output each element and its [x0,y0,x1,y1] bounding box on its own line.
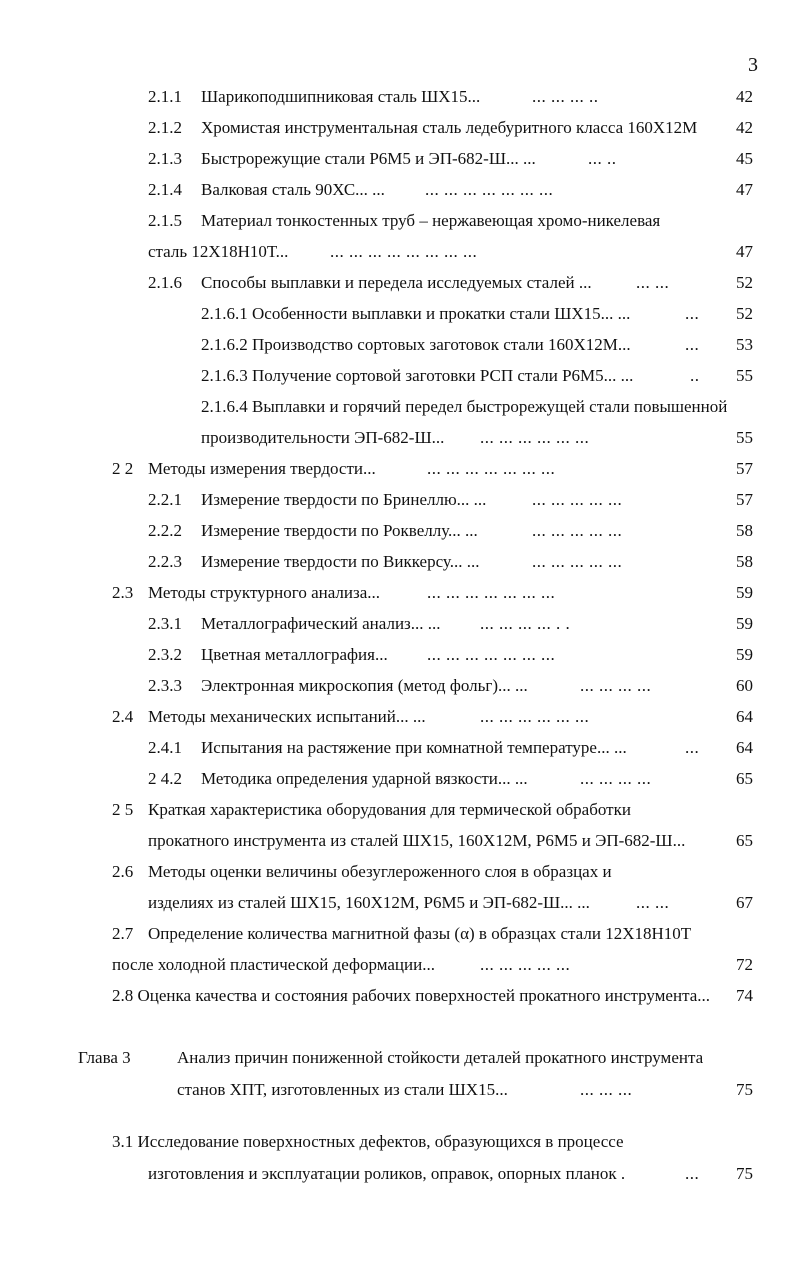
toc-entry-page: 64 [736,738,753,757]
toc-leader-dots: ... ... ... ... . . [480,614,571,633]
toc-entry-number: 2.3.3 [148,676,182,695]
toc-entry [0,395,753,419]
toc-entry-text: 2.8 Оценка качества и состояния рабочих поверхностей прокатного инструмента... [112,986,711,1005]
toc-entry [0,519,753,543]
toc-leader-dots: ... [685,335,700,354]
toc-leader-dots: ... ... ... ... [580,769,652,788]
toc-entry-text: Материал тонкостенных труб – нержавеющая хромо-никелевая [201,211,661,230]
toc-leader-dots: ... ... ... ... ... ... ... [425,180,554,199]
toc-entry-text: Измерение твердости по Роквеллу... ... [201,521,478,540]
toc-entry-number: 2 5 [112,800,134,819]
toc-leader-dots: ... .. [588,149,617,168]
toc-entry-page: 52 [736,273,753,292]
toc-entry-text: Методика определения ударной вязкости... ... [201,769,528,788]
toc-leader-dots: ... ... ... ... ... ... [480,428,590,447]
toc-entry [0,829,753,853]
toc-entry-number: 2.6 [112,862,134,881]
toc-leader-dots: ... ... [636,893,670,912]
toc-entry-page: 58 [736,521,753,540]
toc-entry-text: производительности ЭП-682-Ш... [201,428,445,447]
toc-entry-text: 2.1.6.3 Получение сортовой заготовки РСП стали Р6М5... ... [201,366,634,385]
toc-entry-page: 47 [736,242,753,261]
toc-entry-text: Способы выплавки и передела исследуемых сталей ... [201,273,592,292]
toc-entry [0,1162,753,1186]
toc-entry [0,1046,753,1070]
toc-entry-text: 2.1.6.2 Производство сортовых заготовок стали 160Х12М... [201,335,631,354]
toc-entry-page: 53 [736,335,753,354]
toc-leader-dots: .. [690,366,700,385]
toc-entry [0,1130,753,1154]
toc-entry [0,643,753,667]
toc-entry-page: 42 [736,87,753,106]
toc-leader-dots: ... ... [636,273,670,292]
toc-leader-dots: ... ... ... ... ... [532,521,623,540]
toc-leader-dots: ... ... ... ... ... ... [480,707,590,726]
toc-entry-text: сталь 12Х18Н10Т... [148,242,289,261]
toc-entry-text: Быстрорежущие стали Р6М5 и ЭП-682-Ш... ... [201,149,536,168]
toc-entry-text: Испытания на растяжение при комнатной температуре... ... [201,738,627,757]
toc-entry-page: 67 [736,893,753,912]
toc-entry-text: Методы структурного анализа... [148,583,380,602]
toc-entry-page: 65 [736,831,753,850]
toc-leader-dots: ... ... ... ... ... ... ... [427,459,556,478]
toc-entry [0,1078,753,1102]
toc-entry-number: 2.1.3 [148,149,182,168]
toc-entry-text: Хромистая инструментальная сталь ледебуритного класса 160Х12М [201,118,698,137]
toc-entry-number: 2.1.5 [148,211,182,230]
toc-entry-number: 2 2 [112,459,134,478]
toc-leader-dots: ... ... ... ... [580,676,652,695]
toc-entry-text: станов ХПТ, изготовленных из стали ШХ15... [177,1080,508,1099]
toc-entry-number: 2.1.2 [148,118,182,137]
toc-entry-page: 64 [736,707,753,726]
toc-entry [0,612,753,636]
toc-entry-number: 2.2.1 [148,490,182,509]
toc-entry [0,860,753,884]
toc-entry-text: 3.1 Исследование поверхностных дефектов, образующихся в процессе [112,1132,624,1151]
toc-leader-dots: ... [685,1164,700,1183]
toc-entry [0,240,753,264]
toc-entry [0,488,753,512]
toc-entry-text: Методы измерения твердости... [148,459,376,478]
toc-entry-text: Методы оценки величины обезуглероженного слоя в образцах и [148,862,612,881]
page-number: 3 [748,54,758,76]
toc-entry [0,364,753,388]
toc-entry-page: 59 [736,645,753,664]
toc-entry-page: 60 [736,676,753,695]
toc-entry-page: 55 [736,366,753,385]
toc-entry-text: 2.1.6.1 Особенности выплавки и прокатки стали ШХ15... ... [201,304,631,323]
toc-entry-number: 2.3.2 [148,645,182,664]
toc-entry-page: 72 [736,955,753,974]
toc-entry [0,736,753,760]
toc-entry-page: 57 [736,459,753,478]
toc-entry [0,302,753,326]
toc-entry [0,333,753,357]
toc-entry-page: 58 [736,552,753,571]
toc-entry-number: 2.2.3 [148,552,182,571]
toc-leader-dots: ... [685,738,700,757]
toc-leader-dots: ... ... ... ... ... ... ... ... [330,242,478,261]
toc-entry [0,116,753,140]
toc-entry-page: 55 [736,428,753,447]
toc-entry-text: Цветная металлография... [201,645,388,664]
toc-entry-page: 65 [736,769,753,788]
toc-entry [0,984,753,1008]
toc-leader-dots: ... ... ... ... ... [532,552,623,571]
toc-entry [0,178,753,202]
toc-entry [0,457,753,481]
toc-entry-text: изготовления и эксплуатации роликов, оправок, опорных планок . [148,1164,626,1183]
toc-entry [0,550,753,574]
toc-entry-text: после холодной пластической деформации... [112,955,435,974]
toc-entry-page: 59 [736,614,753,633]
toc-entry [0,674,753,698]
toc-entry [0,426,753,450]
toc-entry-text: Методы механических испытаний... ... [148,707,426,726]
toc-entry [0,581,753,605]
toc-entry-number: Глава 3 [78,1048,131,1067]
toc-entry-text: Анализ причин пониженной стойкости деталей прокатного инструмента [177,1048,704,1067]
toc-entry [0,891,753,915]
toc-entry-number: 2.1.1 [148,87,182,106]
toc-entry-text: прокатного инструмента из сталей ШХ15, 160Х12М, Р6М5 и ЭП-682-Ш... [148,831,686,850]
toc-entry-page: 42 [736,118,753,137]
toc-entry-text: изделиях из сталей ШХ15, 160Х12М, Р6М5 и ЭП-682-Ш... ... [148,893,590,912]
toc-entry-number: 2 4.2 [148,769,182,788]
toc-entry-text: Электронная микроскопия (метод фольг)... ... [201,676,528,695]
toc-leader-dots: ... ... ... ... ... ... ... [427,645,556,664]
toc-leader-dots: ... ... ... .. [532,87,599,106]
toc-leader-dots: ... ... ... ... ... ... ... [427,583,556,602]
toc-entry-text: Шарикоподшипниковая сталь ШХ15... [201,87,481,106]
toc-entry-text: Валковая сталь 90ХС... ... [201,180,385,199]
toc-entry-number: 2.4.1 [148,738,182,757]
toc-entry-page: 57 [736,490,753,509]
toc-entry-number: 2.4 [112,707,134,726]
toc-entry-text: Определение количества магнитной фазы (α) в образцах стали 12Х18Н10Т [148,924,692,943]
toc-entry [0,147,753,171]
toc-entry-page: 47 [736,180,753,199]
toc-entry [0,85,753,109]
toc-entry-text: Металлографический анализ... ... [201,614,441,633]
toc-entry-page: 75 [736,1080,753,1099]
toc-entry-page: 74 [736,986,753,1005]
toc-entry [0,209,753,233]
toc-entry-text: 2.1.6.4 Выплавки и горячий передел быстрорежущей стали повышенной [201,397,728,416]
toc-leader-dots: ... ... ... ... ... [532,490,623,509]
toc-entry-number: 2.1.4 [148,180,182,199]
toc-entry-text: Измерение твердости по Виккерсу... ... [201,552,480,571]
toc-entry-page: 75 [736,1164,753,1183]
toc-entry-page: 45 [736,149,753,168]
toc-leader-dots: ... ... ... ... ... [480,955,571,974]
toc-entry [0,953,753,977]
toc-entry-text: Измерение твердости по Бринеллю... ... [201,490,487,509]
toc-entry-number: 2.7 [112,924,134,943]
toc-leader-dots: ... ... ... [580,1080,633,1099]
toc-entry [0,271,753,295]
toc-entry-number: 2.3 [112,583,134,602]
toc-entry [0,798,753,822]
toc-entry-page: 52 [736,304,753,323]
toc-entry [0,705,753,729]
toc-entry-number: 2.3.1 [148,614,182,633]
toc-entry [0,767,753,791]
toc-entry [0,922,753,946]
toc-entry-number: 2.2.2 [148,521,182,540]
toc-leader-dots: ... [685,304,700,323]
toc-entry-number: 2.1.6 [148,273,182,292]
toc-entry-page: 59 [736,583,753,602]
toc-entry-text: Краткая характеристика оборудования для термической обработки [148,800,631,819]
